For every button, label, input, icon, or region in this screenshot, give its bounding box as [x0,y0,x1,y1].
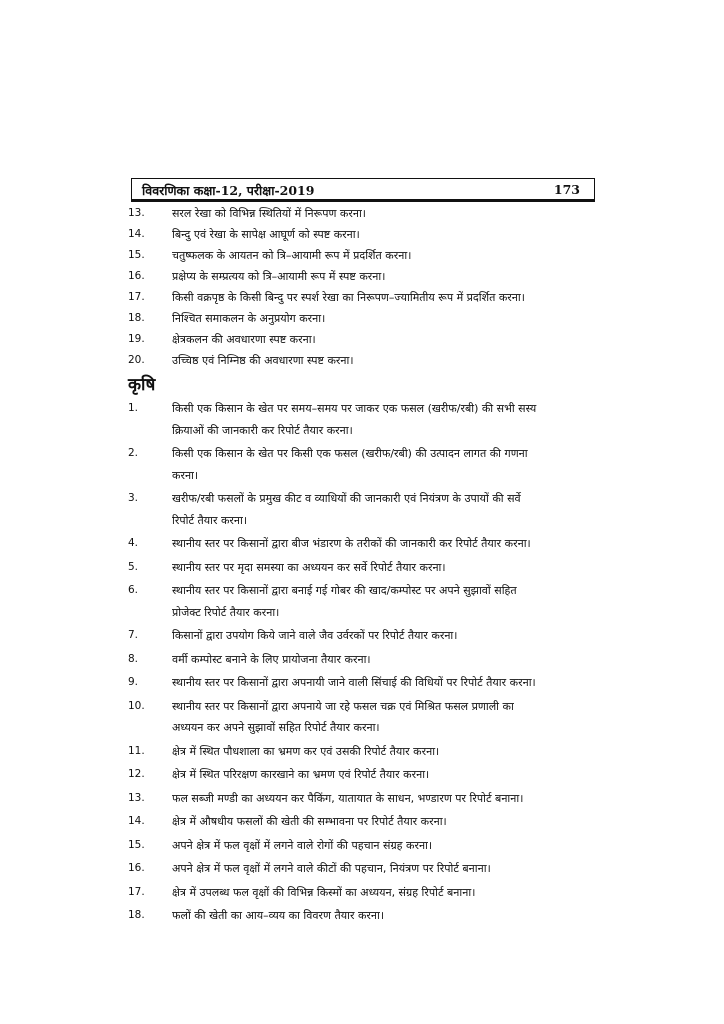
item-text: क्षेत्र में औषधीय फसलों की खेती की सम्भावना पर रिपोर्ट तैयार करना। [172,815,447,828]
item-text: उच्चिष्ठ एवं निम्निष्ठ की अवधारणा स्पष्ट करना। [172,354,354,367]
item-text: क्रियाओं की जानकारी कर रिपोर्ट तैयार करना। [172,423,353,437]
item-number: 3. [128,492,139,504]
item-text: किसी वक्रपृष्ठ के किसी बिन्दु पर स्पर्श रेखा का निरूपण–ज्यामितीय रूप में प्रदर्शित करना। [172,291,525,304]
item-text: क्षेत्र में स्थित पौधशाला का भ्रमण कर एवं उसकी रिपोर्ट तैयार करना। [172,744,440,758]
item-number: 13. [128,791,145,804]
item-text: स्थानीय स्तर पर किसानों द्वारा बीज भंडारण के तरीकों की जानकारी कर रिपोर्ट तैयार करना। [172,537,531,550]
item-number: 8. [128,652,139,665]
item-number: 9. [128,676,139,688]
item-text: अपने क्षेत्र में फल वृक्षों में लगने वाले रोगों की पहचान संग्रह करना। [172,838,433,852]
page-header [131,178,595,202]
item-text: बिन्दु एवं रेखा के सापेक्ष आघूर्ण को स्पष्ट करना। [172,228,360,241]
item-number: 1. [128,402,139,414]
item-text: क्षेत्र में स्थित परिरक्षण कारखाने का भ्रमण एवं रिपोर्ट तैयार करना। [172,768,430,781]
item-text: प्रोजेक्ट रिपोर्ट तैयार करना। [172,605,280,619]
item-text: प्रक्षेप्य के सम्प्रत्यय को त्रि–आयामी रूप में स्पष्ट करना। [172,270,386,283]
item-text: करना। [172,468,199,482]
item-text: फल सब्जी मण्डी का अध्ययन कर पैकिंग, यातायात के साधन, भण्डारण पर रिपोर्ट बनाना। [172,791,524,805]
item-number: 14. [128,815,145,827]
item-number: 2. [128,447,139,459]
item-text: स्थानीय स्तर पर किसानों द्वारा अपनाये जा रहे फसल चक्र एवं मिश्रित फसल प्रणाली का [172,699,514,713]
item-text: स्थानीय स्तर पर किसानों द्वारा बनाई गई गोबर की खाद/कम्पोस्ट पर अपने सुझावों सहित [172,584,517,597]
item-number: 7. [128,629,139,641]
item-number: 16. [128,862,145,874]
item-number: 14. [128,228,145,240]
item-text: सरल रेखा को विभिन्न स्थितियों में निरूपण करना। [172,207,366,220]
item-text: वर्मी कम्पोस्ट बनाने के लिए प्रायोजना तैयार करना। [172,652,371,666]
item-text: अध्ययन कर अपने सुझावों सहित रिपोर्ट तैयार करना। [172,721,380,734]
item-number: 18. [128,312,145,324]
item-number: 11. [128,744,145,757]
item-text: खरीफ/रबी फसलों के प्रमुख कीट व व्याधियों की जानकारी एवं नियंत्रण के उपायों की सर्वे [172,492,521,505]
item-text: किसी एक किसान के खेत पर समय–समय पर जाकर एक फसल (खरीफ/रबी) की सभी सस्य [172,402,537,415]
item-number: 19. [128,333,145,345]
item-number: 16. [128,270,145,282]
item-number: 18. [128,909,145,921]
item-number: 17. [128,885,145,898]
item-text: क्षेत्र में उपलब्ध फल वृक्षों की विभिन्न किस्मों का अध्ययन, संग्रह रिपोर्ट बनाना। [172,885,476,899]
item-number: 6. [128,584,139,596]
item-number: 15. [128,249,145,261]
item-text: निश्चित समाकलन के अनुप्रयोग करना। [172,312,326,325]
item-text: किसी एक किसान के खेत पर किसी एक फसल (खरीफ/रबी) की उत्पादन लागत की गणना [172,447,528,460]
item-text: अपने क्षेत्र में फल वृक्षों में लगने वाले कीटों की पहचान, नियंत्रण पर रिपोर्ट बनाना। [172,862,491,875]
item-text: चतुष्फलक के आयतन को त्रि–आयामी रूप में प्रदर्शित करना। [172,249,412,262]
item-text: किसानों द्वारा उपयोग किये जाने वाले जैव उर्वरकों पर रिपोर्ट तैयार करना। [172,629,458,642]
item-number: 4. [128,537,139,549]
item-number: 15. [128,838,145,851]
item-number: 20. [128,354,145,366]
item-text: रिपोर्ट तैयार करना। [172,513,248,527]
item-text: क्षेत्रकलन की अवधारणा स्पष्ट करना। [172,333,316,346]
page-number: 173 [553,182,580,197]
item-number: 17. [128,291,145,303]
item-text: स्थानीय स्तर पर किसानों द्वारा अपनायी जाने वाली सिंचाई की विधियों पर रिपोर्ट तैयार करना। [172,676,536,689]
section-heading: कृषि [128,375,156,395]
item-number: 10. [128,699,145,712]
item-text: स्थानीय स्तर पर मृदा समस्या का अध्ययन कर सर्वे रिपोर्ट तैयार करना। [172,560,446,574]
header-title: विवरणिका कक्षा-12, परीक्षा-2019 [142,183,315,198]
item-number: 5. [128,560,139,573]
item-number: 13. [128,207,145,219]
item-number: 12. [128,768,145,780]
item-text: फलों की खेती का आय–व्यय का विवरण तैयार करना। [172,909,385,922]
